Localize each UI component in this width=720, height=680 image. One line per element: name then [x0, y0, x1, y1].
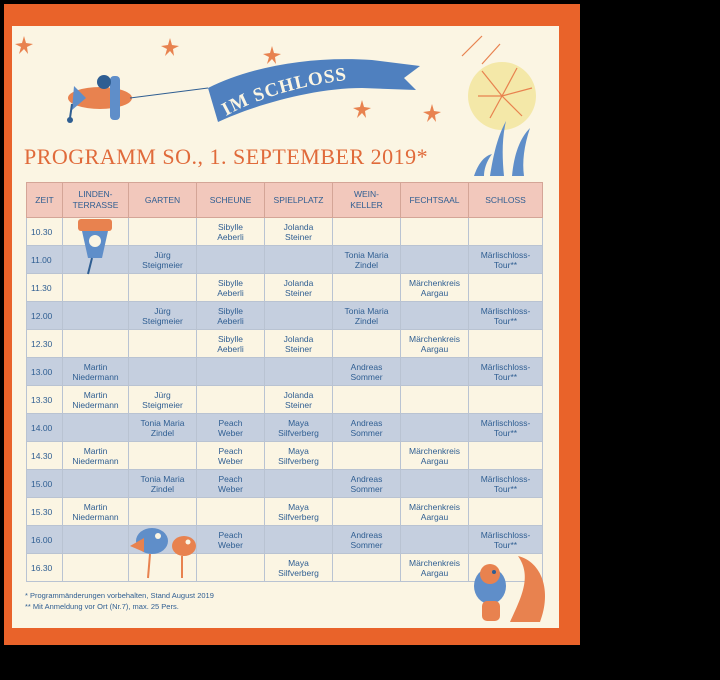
- table-row: [27, 470, 543, 498]
- program-cell: Tonia Maria Zindel: [129, 414, 197, 442]
- program-cell: [333, 442, 401, 470]
- column-header: GARTEN: [129, 183, 197, 218]
- program-cell: [129, 442, 197, 470]
- table-row: [27, 526, 543, 554]
- program-cell: [63, 470, 129, 498]
- program-cell: [265, 526, 333, 554]
- time-cell: 12.30: [27, 330, 63, 358]
- program-cell: [265, 302, 333, 330]
- program-cell: [469, 274, 543, 302]
- program-cell: Jolanda Steiner: [265, 386, 333, 414]
- time-cell: 15.30: [27, 498, 63, 526]
- program-cell: [333, 386, 401, 414]
- program-cell: Maya Silfverberg: [265, 498, 333, 526]
- program-cell: Peach Weber: [197, 470, 265, 498]
- program-cell: [129, 218, 197, 246]
- program-cell: Sibylle Aeberli: [197, 302, 265, 330]
- program-cell: Jolanda Steiner: [265, 330, 333, 358]
- program-cell: Peach Weber: [197, 442, 265, 470]
- program-cell: Andreas Sommer: [333, 414, 401, 442]
- program-cell: [63, 218, 129, 246]
- program-cell: [401, 218, 469, 246]
- page-title: PROGRAMM SO., 1. SEPTEMBER 2019*: [24, 144, 429, 169]
- footnotes: [25, 590, 214, 612]
- program-cell: Martin Niedermann: [63, 386, 129, 414]
- program-cell: [469, 442, 543, 470]
- program-cell: Tonia Maria Zindel: [333, 246, 401, 274]
- program-cell: [333, 498, 401, 526]
- time-cell: 10.30: [27, 218, 63, 246]
- program-cell: [469, 554, 543, 582]
- table-row: [27, 246, 543, 274]
- program-cell: [265, 470, 333, 498]
- table-row: [27, 386, 543, 414]
- program-cell: [469, 218, 543, 246]
- program-cell: Märlischloss- Tour**: [469, 470, 543, 498]
- time-cell: 13.00: [27, 358, 63, 386]
- column-header: WEIN- KELLER: [333, 183, 401, 218]
- column-header: SCHLOSS: [469, 183, 543, 218]
- program-cell: [197, 386, 265, 414]
- program-cell: [197, 554, 265, 582]
- column-header: LINDEN- TERRASSE: [63, 183, 129, 218]
- program-cell: Andreas Sommer: [333, 470, 401, 498]
- time-cell: 11.00: [27, 246, 63, 274]
- program-cell: Peach Weber: [197, 414, 265, 442]
- program-cell: [401, 302, 469, 330]
- program-cell: Märchenkreis Aargau: [401, 554, 469, 582]
- table-row: [27, 302, 543, 330]
- program-cell: Jürg Steigmeier: [129, 386, 197, 414]
- program-cell: [129, 526, 197, 554]
- program-cell: Maya Silfverberg: [265, 442, 333, 470]
- program-cell: Tonia Maria Zindel: [129, 470, 197, 498]
- poster-paper: [12, 26, 559, 628]
- program-cell: Martin Niedermann: [63, 498, 129, 526]
- program-cell: Märchenkreis Aargau: [401, 498, 469, 526]
- column-header: ZEIT: [27, 183, 63, 218]
- program-cell: Martin Niedermann: [63, 442, 129, 470]
- program-cell: [63, 274, 129, 302]
- program-cell: [63, 526, 129, 554]
- program-cell: [63, 554, 129, 582]
- table-row: [27, 330, 543, 358]
- time-cell: 16.30: [27, 554, 63, 582]
- program-cell: [129, 274, 197, 302]
- table-row: [27, 554, 543, 582]
- program-cell: [197, 498, 265, 526]
- table-row: [27, 218, 543, 246]
- program-cell: [129, 330, 197, 358]
- program-cell: Märchenkreis Aargau: [401, 330, 469, 358]
- time-cell: 15.00: [27, 470, 63, 498]
- table-row: [27, 414, 543, 442]
- program-cell: Tonia Maria Zindel: [333, 302, 401, 330]
- program-cell: [129, 358, 197, 386]
- program-cell: [63, 414, 129, 442]
- program-cell: Jürg Steigmeier: [129, 302, 197, 330]
- program-cell: [129, 554, 197, 582]
- program-cell: [401, 526, 469, 554]
- program-cell: Andreas Sommer: [333, 358, 401, 386]
- program-cell: Märlischloss- Tour**: [469, 526, 543, 554]
- program-cell: [63, 302, 129, 330]
- program-cell: Jürg Steigmeier: [129, 246, 197, 274]
- program-cell: [401, 470, 469, 498]
- program-cell: [63, 246, 129, 274]
- table-row: [27, 442, 543, 470]
- banner-text: IM SCHLOSS: [218, 63, 349, 121]
- program-cell: [333, 218, 401, 246]
- table-row: [27, 274, 543, 302]
- program-cell: [197, 358, 265, 386]
- program-table: [26, 182, 543, 582]
- column-header: SCHEUNE: [197, 183, 265, 218]
- program-cell: [197, 246, 265, 274]
- program-cell: [401, 386, 469, 414]
- program-cell: [401, 414, 469, 442]
- program-cell: Märlischloss- Tour**: [469, 246, 543, 274]
- program-cell: Märlischloss- Tour**: [469, 302, 543, 330]
- program-cell: [265, 358, 333, 386]
- program-cell: [469, 498, 543, 526]
- program-cell: Peach Weber: [197, 526, 265, 554]
- column-header: FECHTSAAL: [401, 183, 469, 218]
- program-cell: [333, 554, 401, 582]
- time-cell: 14.00: [27, 414, 63, 442]
- poster-frame: [4, 4, 580, 645]
- program-cell: Maya Silfverberg: [265, 414, 333, 442]
- time-cell: 16.00: [27, 526, 63, 554]
- airplane-icon: [67, 75, 132, 123]
- program-cell: Sibylle Aeberli: [197, 274, 265, 302]
- program-cell: Märlischloss- Tour**: [469, 414, 543, 442]
- program-cell: Sibylle Aeberli: [197, 218, 265, 246]
- program-cell: [469, 330, 543, 358]
- program-cell: Märchenkreis Aargau: [401, 442, 469, 470]
- table-header-row: [27, 183, 543, 218]
- program-cell: Märlischloss- Tour**: [469, 358, 543, 386]
- program-cell: Andreas Sommer: [333, 526, 401, 554]
- program-cell: Sibylle Aeberli: [197, 330, 265, 358]
- table-row: [27, 358, 543, 386]
- program-cell: [333, 330, 401, 358]
- program-cell: [129, 498, 197, 526]
- program-cell: Maya Silfverberg: [265, 554, 333, 582]
- program-cell: Martin Niedermann: [63, 358, 129, 386]
- column-header: SPIELPLATZ: [265, 183, 333, 218]
- footnote: * Programmänderungen vorbehalten, Stand August 2019: [25, 591, 214, 600]
- program-cell: [401, 358, 469, 386]
- program-cell: [469, 386, 543, 414]
- program-cell: Märchenkreis Aargau: [401, 274, 469, 302]
- program-cell: [63, 330, 129, 358]
- time-cell: 12.00: [27, 302, 63, 330]
- table-row: [27, 498, 543, 526]
- time-cell: 13.30: [27, 386, 63, 414]
- program-cell: [333, 274, 401, 302]
- program-cell: Jolanda Steiner: [265, 218, 333, 246]
- program-cell: Jolanda Steiner: [265, 274, 333, 302]
- time-cell: 11.30: [27, 274, 63, 302]
- program-cell: [265, 246, 333, 274]
- time-cell: 14.30: [27, 442, 63, 470]
- program-cell: [401, 246, 469, 274]
- footnote: ** Mit Anmeldung vor Ort (Nr.7), max. 25 Pers.: [25, 602, 179, 611]
